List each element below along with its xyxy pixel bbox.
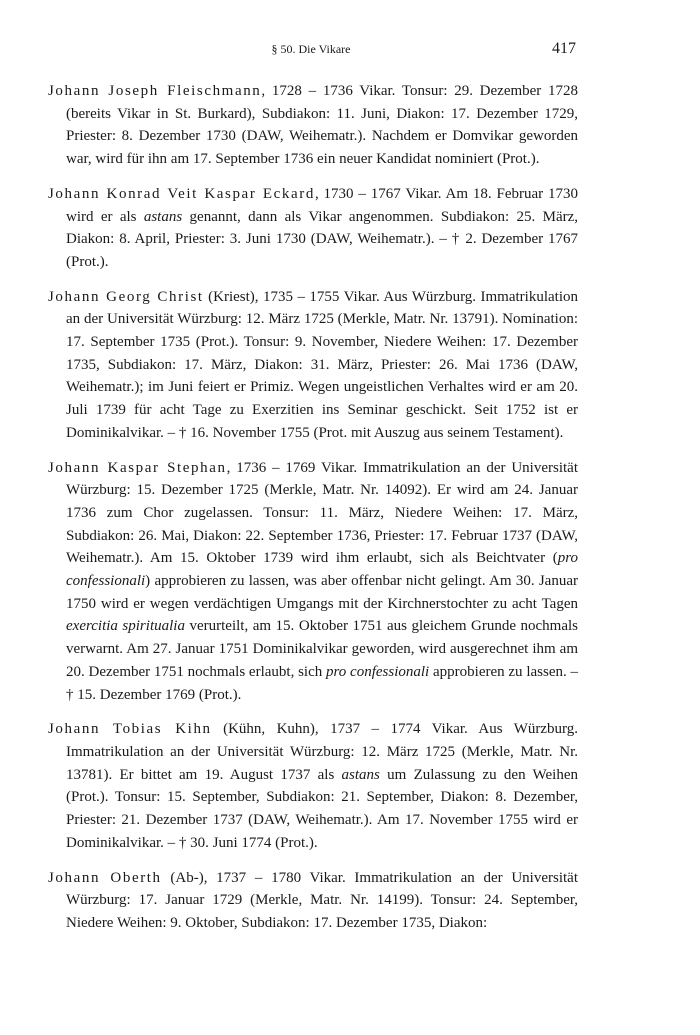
entry-text: um Zulassung zu den Weihen (Prot.). Tonsur: 15. September, Subdiakon: 21. September, Diakon: 8. Dezember, Priester: 21. Dezember 1737 (DAW, Weihematr.). Am 17. November 1755 wird er Dominikalvikar. – † 30. Juni 1774 (Prot.).: [66, 766, 578, 851]
entry-name: Johann Kaspar Stephan: [48, 459, 227, 476]
latin-term: pro confessionali: [66, 550, 578, 590]
entry-name: Johann Oberth: [48, 869, 162, 886]
entry-text: approbieren zu lassen. – † 15. Dezember 1769 (Prot.).: [66, 663, 578, 703]
latin-term: astans: [143, 208, 183, 225]
vicar-entry: [48, 286, 578, 445]
vicar-entry: [48, 867, 578, 935]
entry-text: genannt, dann als Vikar angenommen. Subdiakon: 25. März, Diakon: 8. April, Priester: 3. Juni 1730 (DAW, Weihematr.). – † 2. Dezember 1767 (Prot.).: [66, 208, 579, 270]
entry-list: [48, 80, 578, 947]
entry-name: Johann Georg Christ: [48, 288, 204, 305]
latin-term: astans: [341, 766, 380, 783]
entry-name: Johann Joseph Fleischmann: [48, 83, 262, 99]
entry-text: (Ab-), 1737 – 1780 Vikar. Immatrikulation an der Universität Würzburg: 17. Januar 1729 (Merkle, Matr. Nr. 14199). Tonsur: 24. September, Niedere Weihen: 9. Oktober, Subdiakon: 17. Dezember 1735, Diakon:: [66, 869, 578, 931]
vicar-entry: [48, 183, 578, 274]
entry-text: , 1730 – 1767 Vikar. Am 18. Februar 1730 wird er als: [66, 185, 578, 225]
vicar-entry: [48, 718, 578, 854]
entry-text: , 1736 – 1769 Vikar. Immatrikulation an der Universität Würzburg: 15. Dezember 1725 (Merkle, Matr. Nr. 14092). Er wird am 24. Januar 1736 zum Chor zugelassen. Tonsur: 11. März, Niedere Weihen: 17. März, Subdiakon: 26. Mai, Diakon: 22. September 1736, Priester: 17. Februar 1737 (DAW, Weihematr.). Am 15. Oktober 1739 wird ihm erlaubt, sich als Beichtvater (: [66, 459, 579, 567]
entry-name: Johann Tobias Kihn: [48, 721, 212, 738]
vicar-entry: [48, 457, 578, 707]
section-title: § 50. Die Vikare: [271, 42, 351, 56]
entry-text: (Kriest), 1735 – 1755 Vikar. Aus Würzburg. Immatrikulation an der Universität Würzburg: 12. März 1725 (Merkle, Matr. Nr. 13791). Nomination: 17. September 1735 (Prot.). Tonsur: 9. November, Niedere Weihen: 17. Dezember 1735, Subdiakon: 17. März, Diakon: 31. März, Priester: 26. Mai 1736 (DAW, Weihematr.); im Juni feiert er Primiz. Wegen ungeistlichen Verhaltes wird er am 20. Juli 1739 für acht Tage zu Exerzitien ins Seminar geschickt. Seit 1752 ist er Dominikalvikar. – † 16. November 1755 (Prot. mit Auszug aus seinem Testament).: [66, 288, 578, 441]
latin-term: pro confessionali: [326, 663, 430, 680]
page-number: 417: [552, 40, 576, 57]
latin-term: exercitia spiritualia: [66, 618, 185, 635]
entry-text: verurteilt, am 15. Oktober 1751 aus gleichem Grunde nochmals verwarnt. Am 27. Januar 1751 Dominikalvikar geworden, wird ausgerechnet ihm am 20. Dezember 1751 nochmals erlaubt, sich: [66, 618, 578, 680]
entry-text: , 1728 – 1736 Vikar. Tonsur: 29. Dezember 1728 (bereits Vikar in St. Burkard), Subdiakon: 11. Juni, Diakon: 17. Dezember 1729, Priester: 8. Dezember 1730 (DAW, Weihematr.). Nachdem er Domvikar geworden war, wird für ihn am 17. September 1736 ein neuer Kandidat nominiert (Prot.).: [66, 83, 579, 168]
vicar-entry: [48, 80, 578, 171]
running-header: [46, 40, 576, 68]
entry-text: ) approbieren zu lassen, was aber offenbar nicht gelingt. Am 30. Januar 1750 wird er wegen verdächtigen Umgangs mit der Kirchnerstochter zu acht Tagen: [66, 573, 578, 612]
entry-name: Johann Konrad Veit Kaspar Eckard: [48, 185, 315, 202]
entry-text: (Kühn, Kuhn), 1737 – 1774 Vikar. Aus Würzburg. Immatrikulation an der Universität Würzburg: 12. März 1725 (Merkle, Matr. Nr. 13781). Er bittet am 19. August 1737 als: [66, 721, 578, 783]
